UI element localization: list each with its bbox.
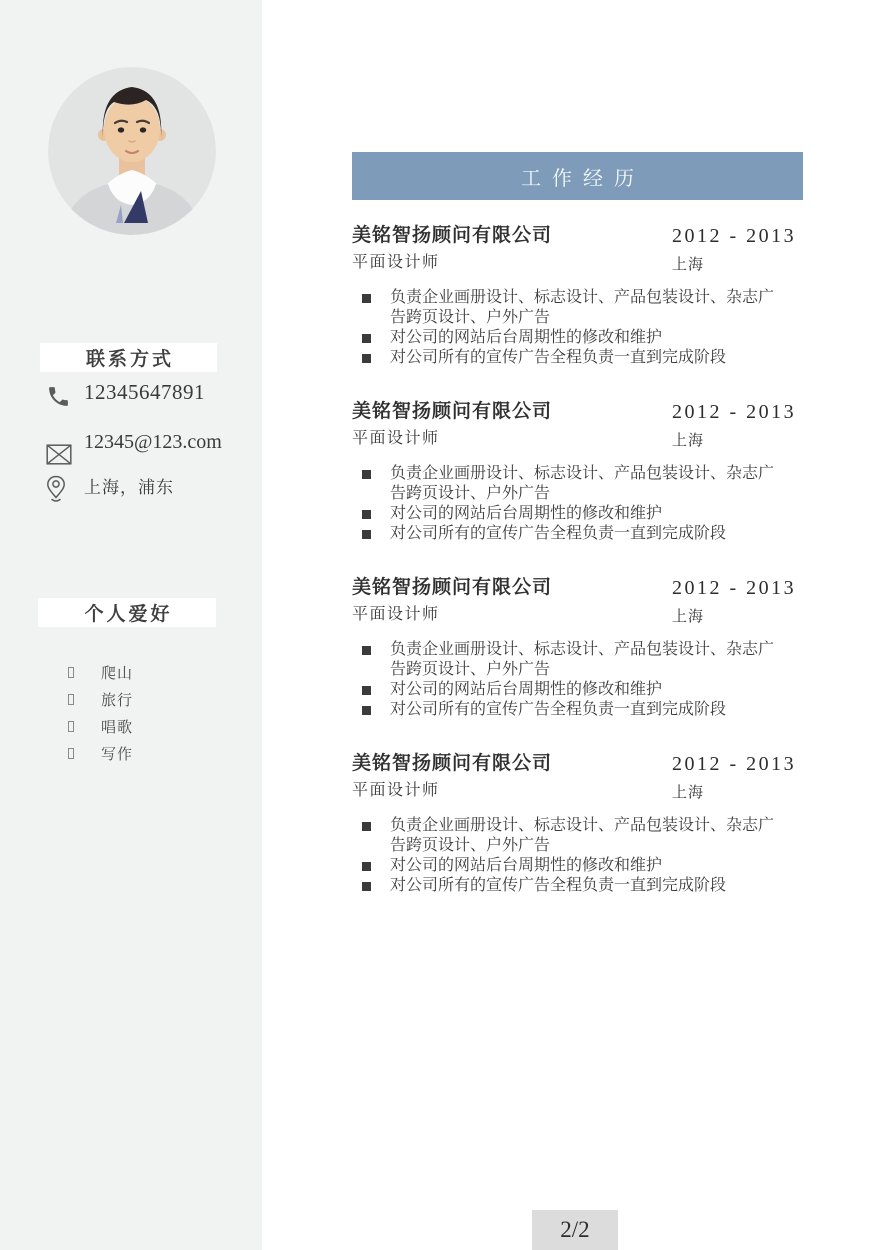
duty-list (352, 464, 803, 544)
contact-list (46, 380, 222, 503)
company-name: 美铭智扬顾问有限公司 (352, 225, 553, 246)
profile-photo-illustration (48, 67, 216, 235)
duty-item (362, 288, 803, 328)
duty-text: 对公司的网站后台周期性的修改和维护 (390, 857, 663, 874)
duty-item (362, 876, 803, 896)
work-experience-banner (352, 152, 803, 200)
email-address: 12345@123.com (84, 431, 222, 453)
duty-item (362, 328, 803, 348)
work-entry-right (672, 752, 803, 802)
bullet-square-icon (362, 530, 371, 539)
bullet-square-icon (362, 862, 371, 871)
bullet-square-icon (362, 294, 371, 303)
contact-section-title (40, 343, 217, 372)
job-title: 平面设计师 (352, 782, 440, 799)
work-entry-left (352, 752, 552, 802)
company-name: 美铭智扬顾问有限公司 (352, 753, 553, 774)
hobby-item (68, 659, 133, 686)
duty-item (362, 348, 803, 368)
duty-item (362, 504, 803, 524)
page-number-badge (532, 1210, 618, 1250)
company-name: 美铭智扬顾问有限公司 (352, 401, 553, 422)
hobby-bullet-icon (68, 721, 74, 732)
hobby-label: 写作 (101, 746, 134, 763)
work-entry-left (352, 224, 552, 274)
bullet-square-icon (362, 334, 371, 343)
bullet-square-icon (362, 686, 371, 695)
work-entry-left (352, 576, 552, 626)
mail-icon (46, 444, 72, 465)
phone-number: 12345647891 (84, 380, 205, 404)
sidebar (0, 0, 262, 1250)
job-location: 上海 (672, 432, 705, 449)
location-text: 上海，浦东 (84, 478, 174, 497)
duty-item (362, 524, 803, 544)
duty-item (362, 680, 803, 700)
work-entries (352, 224, 803, 928)
work-entry (352, 576, 803, 720)
duty-text: 对公司的网站后台周期性的修改和维护 (390, 681, 663, 698)
hobby-label: 旅行 (101, 692, 134, 709)
duty-item (362, 816, 803, 856)
duty-item (362, 700, 803, 720)
job-location: 上海 (672, 784, 705, 801)
date-range: 2012 - 2013 (672, 577, 797, 599)
bullet-square-icon (362, 822, 371, 831)
work-entry-header (352, 224, 803, 274)
location-pin-icon (46, 475, 72, 503)
bullet-square-icon (362, 882, 371, 891)
work-entry-right (672, 224, 803, 274)
work-entry (352, 224, 803, 368)
hobby-list (68, 659, 133, 767)
bullet-square-icon (362, 470, 371, 479)
duty-item (362, 640, 803, 680)
work-entry-right (672, 400, 803, 450)
work-entry-header (352, 752, 803, 802)
hobby-bullet-icon (68, 748, 74, 759)
hobby-bullet-icon (68, 694, 74, 705)
duty-list (352, 816, 803, 896)
duty-text: 负责企业画册设计、标志设计、产品包装设计、杂志广告跨页设计、户外广告 (390, 641, 775, 678)
date-range: 2012 - 2013 (672, 753, 797, 775)
duty-list (352, 640, 803, 720)
duty-item (362, 464, 803, 504)
hobby-section-title (38, 598, 216, 627)
duty-text: 负责企业画册设计、标志设计、产品包装设计、杂志广告跨页设计、户外广告 (390, 289, 775, 326)
duty-text: 对公司的网站后台周期性的修改和维护 (390, 329, 663, 346)
work-entry-header (352, 576, 803, 626)
work-entry (352, 752, 803, 896)
contact-row-phone (46, 380, 222, 409)
hobby-section-title-label: 个人爱好 (84, 604, 173, 625)
work-experience-title: 工作经历 (521, 167, 645, 190)
contact-row-location (46, 475, 222, 503)
work-entry-right (672, 576, 803, 626)
hobby-item (68, 713, 133, 740)
work-entry (352, 400, 803, 544)
hobby-bullet-icon (68, 667, 74, 678)
duty-text: 对公司所有的宣传广告全程负责一直到完成阶段 (390, 525, 727, 542)
page-number: 2/2 (560, 1217, 590, 1242)
duty-text: 对公司的网站后台周期性的修改和维护 (390, 505, 663, 522)
date-range: 2012 - 2013 (672, 225, 797, 247)
duty-text: 负责企业画册设计、标志设计、产品包装设计、杂志广告跨页设计、户外广告 (390, 465, 775, 502)
job-title: 平面设计师 (352, 254, 440, 271)
hobby-label: 爬山 (101, 665, 134, 682)
job-title: 平面设计师 (352, 430, 440, 447)
duty-text: 对公司所有的宣传广告全程负责一直到完成阶段 (390, 701, 727, 718)
duty-text: 对公司所有的宣传广告全程负责一直到完成阶段 (390, 877, 727, 894)
bullet-square-icon (362, 354, 371, 363)
duty-text: 对公司所有的宣传广告全程负责一直到完成阶段 (390, 349, 727, 366)
duty-text: 负责企业画册设计、标志设计、产品包装设计、杂志广告跨页设计、户外广告 (390, 817, 775, 854)
duty-list (352, 288, 803, 368)
hobby-item (68, 740, 133, 767)
profile-photo (48, 67, 216, 235)
duty-item (362, 856, 803, 876)
date-range: 2012 - 2013 (672, 401, 797, 423)
contact-row-email (46, 431, 222, 465)
bullet-square-icon (362, 646, 371, 655)
contact-section-title-label: 联系方式 (85, 349, 174, 370)
work-entry-header (352, 400, 803, 450)
job-title: 平面设计师 (352, 606, 440, 623)
work-entry-left (352, 400, 552, 450)
hobby-item (68, 686, 133, 713)
hobby-label: 唱歌 (101, 719, 134, 736)
company-name: 美铭智扬顾问有限公司 (352, 577, 553, 598)
job-location: 上海 (672, 256, 705, 273)
bullet-square-icon (362, 706, 371, 715)
bullet-square-icon (362, 510, 371, 519)
phone-icon (46, 384, 72, 409)
job-location: 上海 (672, 608, 705, 625)
